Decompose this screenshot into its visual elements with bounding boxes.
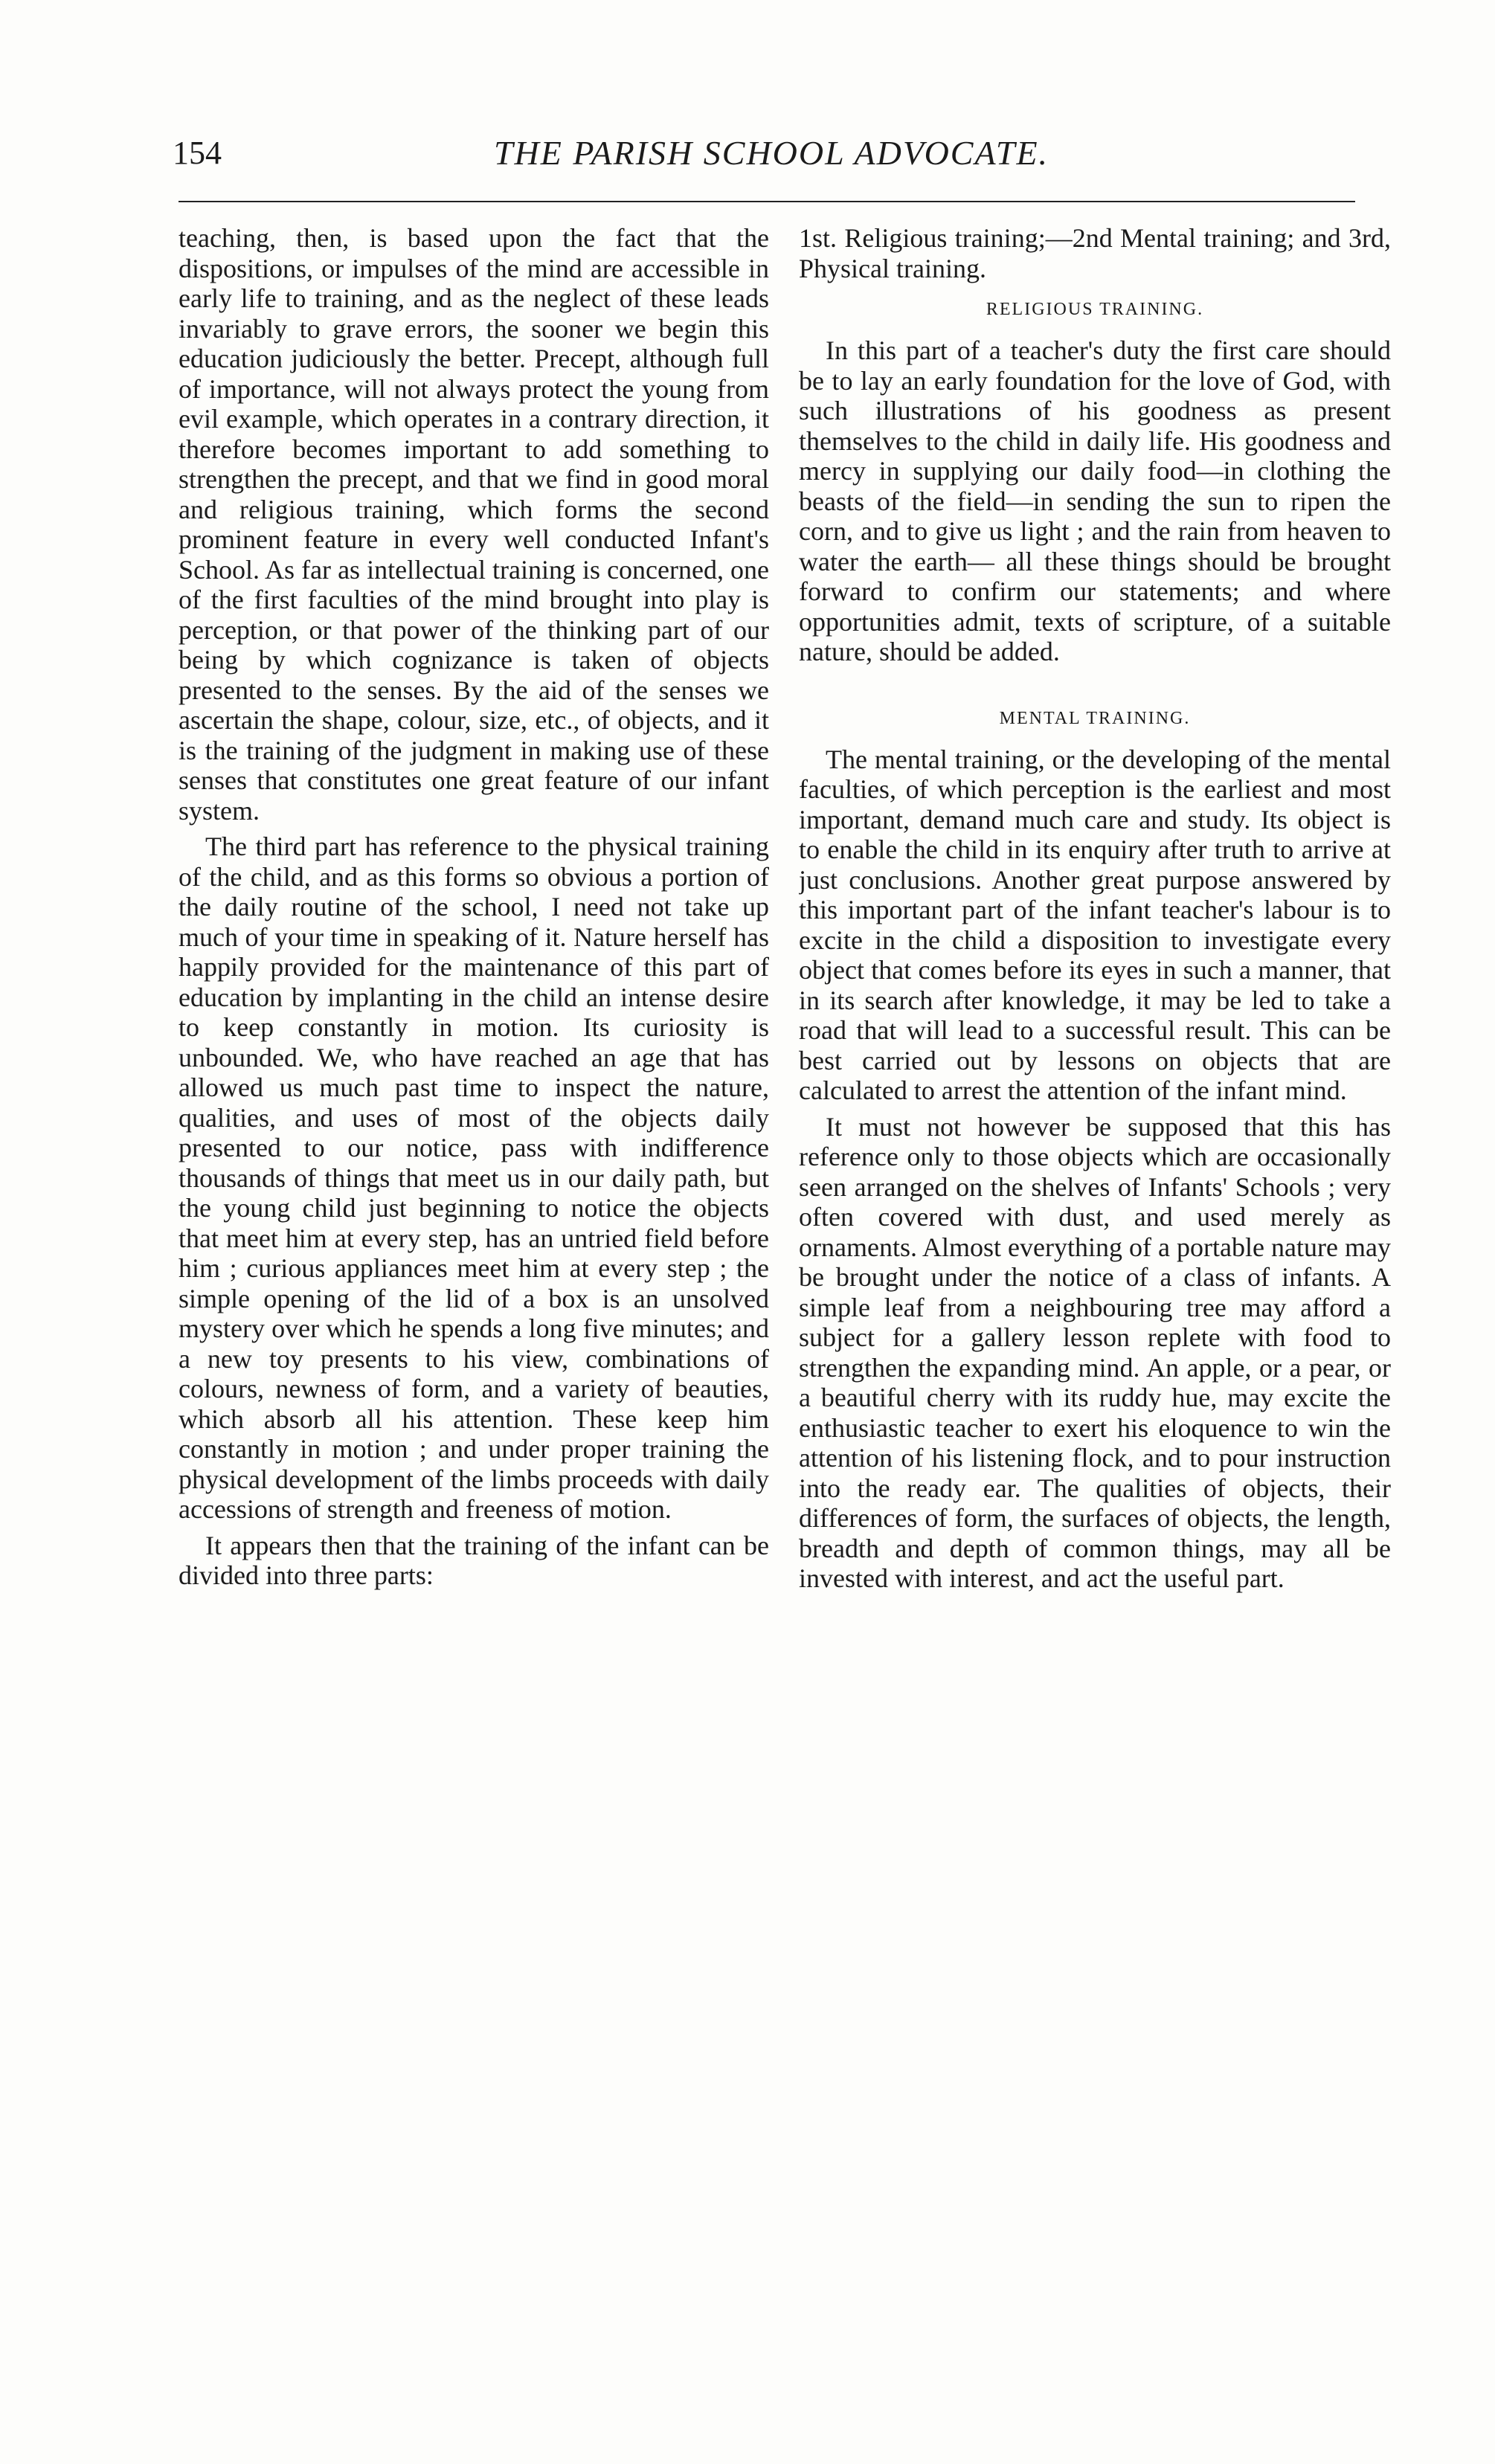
right-column: [799, 223, 1391, 2358]
page-number: 154: [173, 135, 222, 171]
running-head: [173, 131, 1370, 183]
journal-title: THE PARISH SCHOOL ADVOCATE.: [493, 134, 1049, 172]
paragraph-physical-part: The third part has reference to the physical training of the child, and as this forms so obvious a portion of the daily routine of the school, I need not take up much of your time in speaking of it. Nature herself has happily provided for the maintenance of this part of education by implanting in the child an intense desire to keep constantly in motion. Its curiosity is unbounded. We, who have reached an age that has allowed us much past time to inspect the nature, qualities, and uses of most of the objects daily presented to our notice, pass with indifference thousands of things that meet us in our daily path, but the young child just beginning to notice the objects that meet him at every step, has an untried field before him ; curious appliances meet him at every step ; the simple opening of the lid of a box is an unsolved mystery over which he spends a long five minutes; and a new toy presents to his view, combinations of colours, newness of form, and a variety of beauties, which absorb all his attention. These keep him constantly in motion ; and under proper training the physical development of the limbs proceeds with daily accessions of strength and freeness of motion.: [179, 831, 769, 1524]
header-rule: [179, 201, 1355, 202]
paragraph-three-parts-list: 1st. Religious training;—2nd Mental training; and 3rd, Physical training.: [799, 223, 1391, 283]
paragraph-three-parts: It appears then that the training of the infant can be divided into three parts:: [179, 1530, 769, 1590]
left-column: [179, 223, 769, 2358]
heading-religious-training: RELIGIOUS TRAINING.: [986, 300, 1204, 319]
heading-mental-training: MENTAL TRAINING.: [999, 708, 1191, 728]
paragraph-object-lessons: It must not however be supposed that this has reference only to those objects which are occasionally seen arranged on the shelves of Infants' Schools ; very often covered with dust, and used merely as ornaments. Almost everything of a portable nature may be brought under the notice of a class of infants. A simple leaf from a neighbouring tree may afford a subject for a gallery lesson replete with food to strengthen the expanding mind. An apple, or a pear, or a beautiful cherry with its ruddy hue, may excite the enthusiastic teacher to exert his eloquence to win the attention of his listening flock, and to pour instruction into the ready ear. The qualities of objects, their differences of form, the surfaces of objects, the length, breadth and depth of common things, may all be invested with interest, and act the useful part.: [799, 1111, 1391, 1593]
paragraph-mental-training: The mental training, or the developing of the mental faculties, of which perception is the earliest and most important, demand much care and study. Its object is to enable the child in its enquiry after truth to arrive at just conclusions. Another great purpose answered by this important part of the infant teacher's labour is to excite in the child a disposition to investigate every object that comes before its eyes in such a manner, that in its search after knowledge, it may be led to take a road that will lead to a successful result. This can be best carried out by lessons on objects that are calculated to arrest the attention of the infant mind.: [799, 744, 1391, 1105]
paragraph-religious-training: In this part of a teacher's duty the first care should be to lay an early foundation for the love of God, with such illustrations of his goodness as present themselves to the child in daily life. His goodness and mercy in supplying our daily food—in clothing the beasts of the field—in sending the sun to ripen the corn, and to give us light ; and the rain from heaven to water the earth— all these things should be brought forward to confirm our statements; and where opportunities admit, texts of scripture, of a suitable nature, should be added.: [799, 335, 1391, 666]
paragraph-teaching: teaching, then, is based upon the fact that the dispositions, or impulses of the mind are accessible in early life to training, and as the neglect of these leads invariably to grave errors, the sooner we begin this education judiciously the better. Precept, although full of importance, will not always protect the young from evil example, which operates in a contrary direction, it therefore becomes important to add something to strengthen the precept, and that we find in good moral and religious training, which forms the second prominent feature in every well conducted Infant's School. As far as intellectual training is concerned, one of the first faculties of the mind brought into play is perception, or that power of the thinking part of our being by which cognizance is taken of objects presented to the senses. By the aid of the senses we ascertain the shape, colour, size, etc., of objects, and it is the training of the judgment in making use of these senses that constitutes one great feature of our infant system.: [179, 223, 769, 826]
